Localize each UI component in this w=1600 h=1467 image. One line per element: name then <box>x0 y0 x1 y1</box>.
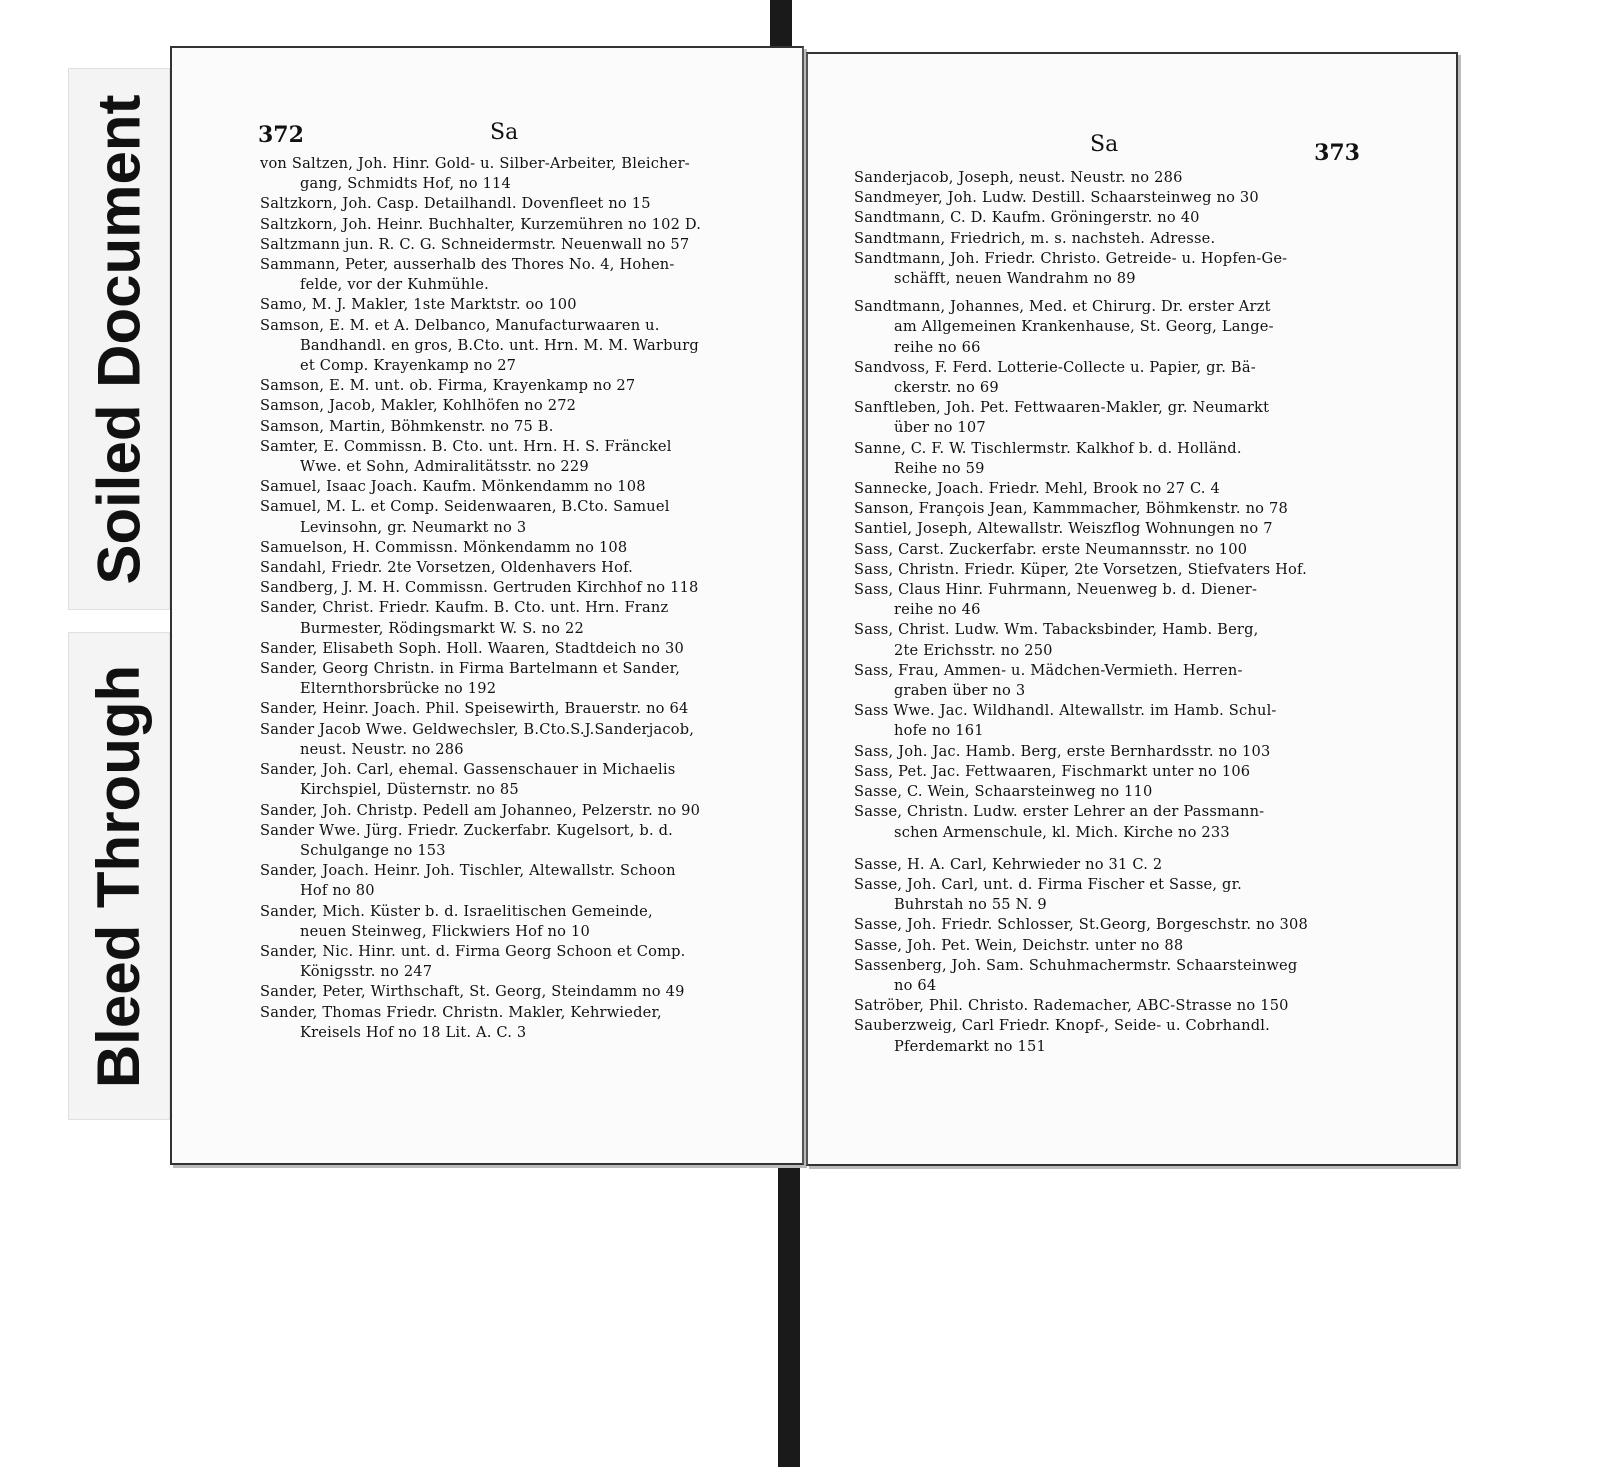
entry-line: Sasse, Joh. Carl, unt. d. Firma Fischer et Sasse, gr. <box>854 875 1242 893</box>
directory-entry <box>260 821 766 861</box>
entry-line: ckerstr. no 69 <box>894 379 999 397</box>
entry-line: felde, vor der Kuhmühle. <box>300 276 489 294</box>
directory-entry <box>854 620 1358 660</box>
right-page <box>806 52 1458 1166</box>
directory-entry <box>854 229 1358 249</box>
entry-line: Hof no 80 <box>300 882 375 900</box>
soiled-document-label <box>68 68 170 610</box>
entry-line: Levinsohn, gr. Neumarkt no 3 <box>300 518 527 536</box>
entry-line: Sandmeyer, Joh. Ludw. Destill. Schaarsteinweg no 30 <box>854 189 1259 207</box>
entry-line: Sasse, Joh. Pet. Wein, Deichstr. unter no 88 <box>854 936 1184 954</box>
directory-entry <box>854 782 1358 802</box>
entry-line: Sander, Joach. Heinr. Joh. Tischler, Altewallstr. Schoon <box>260 862 676 880</box>
directory-entry <box>260 659 766 699</box>
entry-line: Burmester, Rödingsmarkt W. S. no 22 <box>300 619 584 637</box>
entry-line: reihe no 66 <box>894 338 981 356</box>
bleed-through-label <box>68 632 170 1120</box>
entry-line: Samson, E. M. et A. Delbanco, Manufacturwaaren u. <box>260 316 660 334</box>
entry-line: Kreisels Hof no 18 Lit. A. C. 3 <box>300 1023 527 1041</box>
directory-entry <box>260 437 766 477</box>
entry-line: Sass, Pet. Jac. Fettwaaren, Fischmarkt unter no 106 <box>854 762 1251 780</box>
entry-line: Sass Wwe. Jac. Wildhandl. Altewallstr. im Hamb. Schul- <box>854 702 1277 720</box>
directory-entry <box>854 936 1358 956</box>
directory-entry <box>260 477 766 497</box>
entry-line: Sander, Nic. Hinr. unt. d. Firma Georg Schoon et Comp. <box>260 942 686 960</box>
entry-line: von Saltzen, Joh. Hinr. Gold- u. Silber-Arbeiter, Bleicher- <box>260 155 690 172</box>
directory-entry <box>260 1003 766 1043</box>
right-entry-list <box>854 168 1358 1057</box>
entry-line: Saltzkorn, Joh. Casp. Detailhandl. Dovenfleet no 15 <box>260 195 651 213</box>
entry-line: et Comp. Krayenkamp no 27 <box>300 357 517 375</box>
entry-line: Reihe no 59 <box>894 459 985 477</box>
directory-entry <box>260 720 766 760</box>
entry-line: Sander, Joh. Christp. Pedell am Johanneo, Pelzerstr. no 90 <box>260 801 701 819</box>
entry-line: schäfft, neuen Wandrahm no 89 <box>894 270 1136 288</box>
entry-line: Sasse, C. Wein, Schaarsteinweg no 110 <box>854 783 1153 801</box>
directory-entry <box>260 598 766 638</box>
directory-entry <box>260 760 766 800</box>
entry-line: Sass, Christn. Friedr. Küper, 2te Vorsetzen, Stiefvaters Hof. <box>854 560 1307 578</box>
entry-line: Sandtmann, C. D. Kaufm. Gröningerstr. no 40 <box>854 209 1200 227</box>
directory-entry <box>260 316 766 377</box>
directory-entry <box>260 861 766 901</box>
entry-line: Samson, Jacob, Makler, Kohlhöfen no 272 <box>260 397 577 415</box>
entry-line: Buhrstah no 55 N. 9 <box>894 896 1047 914</box>
directory-entry <box>260 942 766 982</box>
directory-entry <box>854 996 1358 1016</box>
entry-line: Schulgange no 153 <box>300 841 446 859</box>
directory-entry <box>854 540 1358 560</box>
directory-entry <box>854 802 1358 842</box>
entry-line: Sanftleben, Joh. Pet. Fettwaaren-Makler, gr. Neumarkt <box>854 399 1270 417</box>
entry-line: Samuel, Isaac Joach. Kaufm. Mönkendamm no 108 <box>260 478 646 496</box>
directory-entry <box>854 875 1358 915</box>
entry-line: no 64 <box>894 976 937 994</box>
directory-entry <box>854 297 1358 358</box>
directory-entry <box>260 295 766 315</box>
directory-entry <box>260 235 766 255</box>
directory-entry <box>260 154 766 194</box>
directory-entry <box>854 956 1358 996</box>
entry-line: Königsstr. no 247 <box>300 963 433 981</box>
entry-line: Sannecke, Joach. Friedr. Mehl, Brook no 27 C. 4 <box>854 480 1220 498</box>
entry-line: Sandberg, J. M. H. Commissn. Gertruden Kirchhof no 118 <box>260 579 699 597</box>
directory-entry <box>854 499 1358 519</box>
entry-line: Elternthorsbrücke no 192 <box>300 680 497 698</box>
entry-line: Sanderjacob, Joseph, neust. Neustr. no 286 <box>854 169 1183 186</box>
entry-line: Sander, Peter, Wirthschaft, St. Georg, Steindamm no 49 <box>260 983 685 1001</box>
entry-line: Samo, M. J. Makler, 1ste Marktstr. oo 100 <box>260 296 577 314</box>
directory-entry <box>854 742 1358 762</box>
left-page-number: 372 <box>258 122 304 148</box>
directory-entry <box>260 699 766 719</box>
left-page <box>170 46 804 1165</box>
entry-line: am Allgemeinen Krankenhause, St. Georg, Lange- <box>894 318 1274 336</box>
entry-line: Sandtmann, Friedrich, m. s. nachsteh. Adresse. <box>854 229 1216 247</box>
directory-entry <box>854 560 1358 580</box>
directory-entry <box>260 558 766 578</box>
entry-line: Sander Jacob Wwe. Geldwechsler, B.Cto.S.J.Sanderjacob, <box>260 720 695 738</box>
entry-line: Samson, E. M. unt. ob. Firma, Krayenkamp no 27 <box>260 377 636 395</box>
directory-entry <box>260 255 766 295</box>
entry-line: neust. Neustr. no 286 <box>300 740 464 758</box>
entry-line: Sammann, Peter, ausserhalb des Thores No. 4, Hohen- <box>260 256 675 274</box>
directory-entry <box>260 639 766 659</box>
entry-line: Sass, Claus Hinr. Fuhrmann, Neuenweg b. d. Diener- <box>854 581 1258 599</box>
directory-entry <box>854 519 1358 539</box>
entry-line: Kirchspiel, Düsternstr. no 85 <box>300 781 519 799</box>
entry-line: Samuelson, H. Commissn. Mönkendamm no 108 <box>260 538 628 556</box>
directory-entry <box>854 208 1358 228</box>
directory-entry <box>260 215 766 235</box>
entry-line: Samuel, M. L. et Comp. Seidenwaaren, B.Cto. Samuel <box>260 498 670 516</box>
directory-entry <box>260 396 766 416</box>
entry-line: Sander, Georg Christn. in Firma Bartelmann et Sander, <box>260 660 681 678</box>
soiled-document-text: Soiled Document <box>85 93 153 585</box>
directory-entry <box>260 902 766 942</box>
entry-line: graben über no 3 <box>894 682 1026 700</box>
entry-line: Satröber, Phil. Christo. Rademacher, ABC-Strasse no 150 <box>854 997 1289 1015</box>
entry-line: über no 107 <box>894 419 986 437</box>
directory-entry <box>260 376 766 396</box>
entry-line: schen Armenschule, kl. Mich. Kirche no 233 <box>894 823 1230 841</box>
entry-line: 2te Erichsstr. no 250 <box>894 641 1053 659</box>
left-entry-list <box>260 154 766 1043</box>
right-running-head: Sa <box>1090 132 1119 157</box>
spine-bar-bottom <box>778 1160 800 1467</box>
directory-entry <box>260 578 766 598</box>
entry-line: Sass, Joh. Jac. Hamb. Berg, erste Bernhardsstr. no 103 <box>854 742 1271 760</box>
directory-entry <box>854 249 1358 289</box>
entry-line: Sander Wwe. Jürg. Friedr. Zuckerfabr. Kugelsort, b. d. <box>260 821 674 839</box>
entry-line: hofe no 161 <box>894 722 984 740</box>
entry-line: Samson, Martin, Böhmkenstr. no 75 B. <box>260 417 554 435</box>
entry-line: Samter, E. Commissn. B. Cto. unt. Hrn. H. S. Fränckel <box>260 437 672 455</box>
directory-entry <box>260 194 766 214</box>
left-running-head: Sa <box>490 120 519 145</box>
directory-entry <box>260 538 766 558</box>
directory-entry <box>854 479 1358 499</box>
directory-entry <box>854 439 1358 479</box>
entry-line: Sass, Christ. Ludw. Wm. Tabacksbinder, Hamb. Berg, <box>854 621 1259 639</box>
entry-line: Sass, Frau, Ammen- u. Mädchen-Vermieth. Herren- <box>854 661 1243 679</box>
directory-entry <box>260 497 766 537</box>
directory-entry <box>854 168 1358 188</box>
bleed-through-text: Bleed Through <box>85 664 153 1088</box>
entry-line: Sasse, H. A. Carl, Kehrwieder no 31 C. 2 <box>854 855 1163 873</box>
directory-entry <box>854 855 1358 875</box>
entry-line: Bandhandl. en gros, B.Cto. unt. Hrn. M. M. Warburg <box>300 336 699 354</box>
directory-entry <box>854 398 1358 438</box>
directory-entry <box>260 417 766 437</box>
entry-line: Pferdemarkt no 151 <box>894 1037 1046 1055</box>
entry-line: Sandvoss, F. Ferd. Lotterie-Collecte u. Papier, gr. Bä- <box>854 358 1256 376</box>
right-page-number: 373 <box>1314 140 1360 166</box>
entry-line: Sander, Elisabeth Soph. Holl. Waaren, Stadtdeich no 30 <box>260 639 684 657</box>
entry-line: Saltzmann jun. R. C. G. Schneidermstr. Neuenwall no 57 <box>260 235 690 253</box>
directory-entry <box>854 701 1358 741</box>
entry-line: Sanne, C. F. W. Tischlermstr. Kalkhof b. d. Holländ. <box>854 439 1242 457</box>
entry-line: Sass, Carst. Zuckerfabr. erste Neumannsstr. no 100 <box>854 540 1248 558</box>
directory-entry <box>854 915 1358 935</box>
entry-line: Sander, Thomas Friedr. Christn. Makler, Kehrwieder, <box>260 1003 662 1021</box>
entry-line: Sandahl, Friedr. 2te Vorsetzen, Oldenhavers Hof. <box>260 559 633 577</box>
directory-entry <box>854 1016 1358 1056</box>
entry-line: Sander, Mich. Küster b. d. Israelitischen Gemeinde, <box>260 902 653 920</box>
directory-entry <box>260 982 766 1002</box>
directory-entry <box>260 801 766 821</box>
entry-line: Sander, Heinr. Joach. Phil. Speisewirth, Brauerstr. no 64 <box>260 700 689 718</box>
entry-line: Sandtmann, Joh. Friedr. Christo. Getreide- u. Hopfen-Ge- <box>854 249 1288 267</box>
entry-line: Saltzkorn, Joh. Heinr. Buchhalter, Kurzemühren no 102 D. <box>260 215 702 233</box>
entry-line: Sassenberg, Joh. Sam. Schuhmachermstr. Schaarsteinweg <box>854 956 1298 974</box>
directory-entry <box>854 762 1358 782</box>
entry-line: Sander, Joh. Carl, ehemal. Gassenschauer in Michaelis <box>260 761 676 779</box>
entry-line: Sasse, Christn. Ludw. erster Lehrer an der Passmann- <box>854 803 1265 821</box>
directory-entry <box>854 358 1358 398</box>
entry-line: Sanson, François Jean, Kammmacher, Böhmkenstr. no 78 <box>854 500 1288 518</box>
entry-line: reihe no 46 <box>894 601 981 619</box>
entry-line: Wwe. et Sohn, Admiralitätsstr. no 229 <box>300 458 589 476</box>
entry-line: Sauberzweig, Carl Friedr. Knopf-, Seide- u. Cobrhandl. <box>854 1017 1270 1035</box>
entry-line: gang, Schmidts Hof, no 114 <box>300 175 512 193</box>
entry-line: neuen Steinweg, Flickwiers Hof no 10 <box>300 922 590 940</box>
directory-entry <box>854 580 1358 620</box>
entry-line: Sasse, Joh. Friedr. Schlosser, St.Georg, Borgeschstr. no 308 <box>854 916 1308 934</box>
entry-line: Sander, Christ. Friedr. Kaufm. B. Cto. unt. Hrn. Franz <box>260 599 669 617</box>
directory-entry <box>854 188 1358 208</box>
entry-line: Sandtmann, Johannes, Med. et Chirurg. Dr. erster Arzt <box>854 298 1271 316</box>
entry-line: Santiel, Joseph, Altewallstr. Weiszflog Wohnungen no 7 <box>854 520 1273 538</box>
directory-entry <box>854 661 1358 701</box>
